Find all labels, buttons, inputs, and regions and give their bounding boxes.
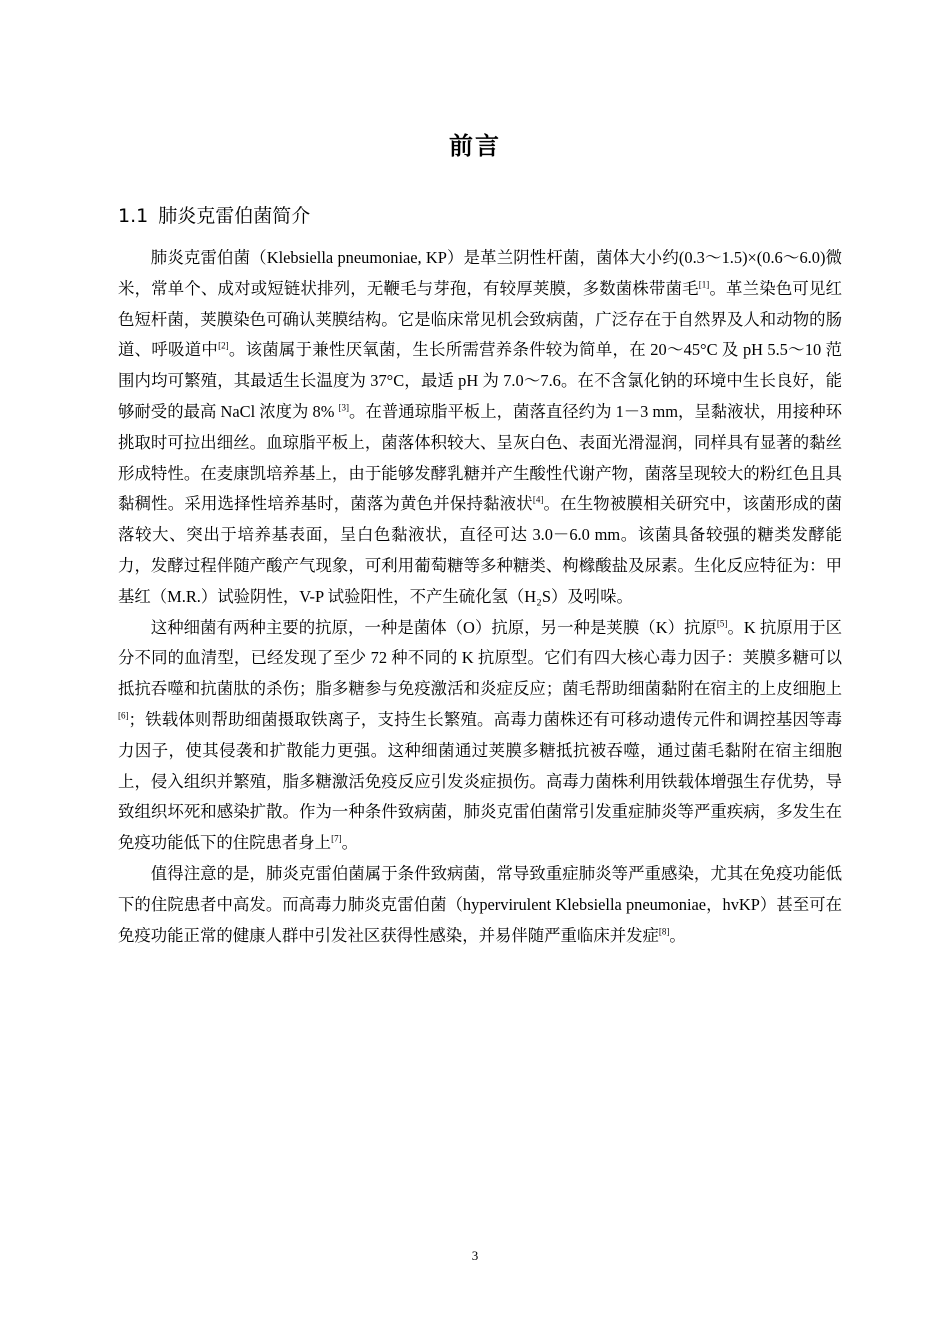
- text-run: 值得注意的是，肺炎克雷伯菌属于条件致病菌，常导致重症肺炎等严重感染，尤其在免疫功能低下的住院患者中高发。而高毒力肺炎克雷伯菌（hypervirulent Klebsiella pneumoniae，hvKP）甚至可在免疫功能正常的健康人群中引发社区获得性感染，并易伴随严重临床并发症: [118, 863, 842, 945]
- citation-ref: [7]: [331, 833, 342, 844]
- text-run: 。在普通琼脂平板上，菌落直径约为 1－3 mm，呈黏液状，用接种环挑取时可拉出细丝。血琼脂平板上，菌落体积较大、呈灰白色、表面光滑湿润，同样具有显著的黏丝形成特性。在麦康凯培养基上，由于能够发酵乳糖并产生酸性代谢产物，菌落呈现较大的粉红色且具黏稠性。采用选择性培养基时，菌落为黄色并保持黏液状: [118, 401, 842, 514]
- text-run: 。该菌属于兼性厌氧菌，生长所需营养条件较为简单，在 20～45°C 及 pH 5.5～10 范围内均可繁殖，其最适生长温度为 37°C，最适 pH 为 7.0～7.6。在不含氯化钠的环境中生长良好，能够耐受的最高 NaCl 浓度为 8%: [118, 340, 843, 421]
- section-heading: [118, 201, 310, 228]
- body-paragraph: [118, 613, 842, 859]
- body-paragraph: [118, 859, 842, 951]
- text-run: 。: [341, 833, 358, 853]
- body-text: [118, 243, 842, 951]
- citation-ref: [8]: [658, 926, 670, 937]
- text-run: ；铁载体则帮助细菌摄取铁离子，支持生长繁殖。高毒力菌株还有可移动遗传元件和调控基因等毒力因子，使其侵袭和扩散能力更强。这种细菌通过荚膜多糖抵抗被吞噬，通过菌毛黏附在宿主细胞上，侵入组织并繁殖，脂多糖激活免疫反应引发炎症损伤。高毒力菌株利用铁载体增强生存优势，导致组织坏死和感染扩散。作为一种条件致病菌，肺炎克雷伯菌常引发重症肺炎等严重疾病，多发生在免疫功能低下的住院患者身上: [118, 709, 842, 853]
- citation-ref: [5]: [716, 618, 728, 629]
- citation-ref: [2]: [218, 341, 229, 352]
- text-run: 这种细菌有两种主要的抗原，一种是菌体（O）抗原，另一种是荚膜（K）抗原: [150, 617, 717, 637]
- text-run: 。在生物被膜相关研究中，该菌形成的菌落较大、突出于培养基表面，呈白色黏液状，直径可达 3.0－6.0 mm。该菌具备较强的糖类发酵能力，发酵过程伴随产酸产气现象，可利用葡萄糖等多种糖类、枸橼酸盐及尿素。生化反应特征为：甲基红（M.R.）试验阴性，V-P 试验阳性，不产生硫化氢（H₂S）及吲哚。: [118, 494, 843, 606]
- section-number: 1.1: [118, 205, 149, 227]
- section-title: 肺炎克雷伯菌简介: [158, 205, 311, 227]
- page-title: 前言: [449, 132, 501, 160]
- page-number: 3: [471, 1248, 479, 1263]
- citation-ref: [4]: [532, 495, 544, 506]
- body-paragraph: [118, 243, 842, 613]
- citation-ref: [3]: [338, 402, 350, 413]
- text-run: 。K 抗原用于区分不同的血清型，已经发现了至少 72 种不同的 K 抗原型。它们有四大核心毒力因子：荚膜多糖可以抵抗吞噬和抗菌肽的杀伤；脂多糖参与免疫激活和炎症反应；菌毛帮助细菌黏附在宿主的上皮细胞上: [118, 617, 843, 699]
- citation-ref: [1]: [698, 279, 710, 290]
- citation-ref: [6]: [118, 710, 129, 721]
- text-run: 。革兰染色可见红色短杆菌，荚膜染色可确认荚膜结构。它是临床常见机会致病菌，广泛存在于自然界及人和动物的肠道、呼吸道中: [118, 278, 843, 360]
- text-run: 肺炎克雷伯菌（Klebsiella pneumoniae, KP）是革兰阴性杆菌，菌体大小约(0.3～1.5)×(0.6～6.0)微米，常单个、成对或短链状排列，无鞭毛与芽孢，有较厚荚膜，多数菌株带菌毛: [118, 248, 842, 298]
- text-run: 。: [669, 925, 686, 945]
